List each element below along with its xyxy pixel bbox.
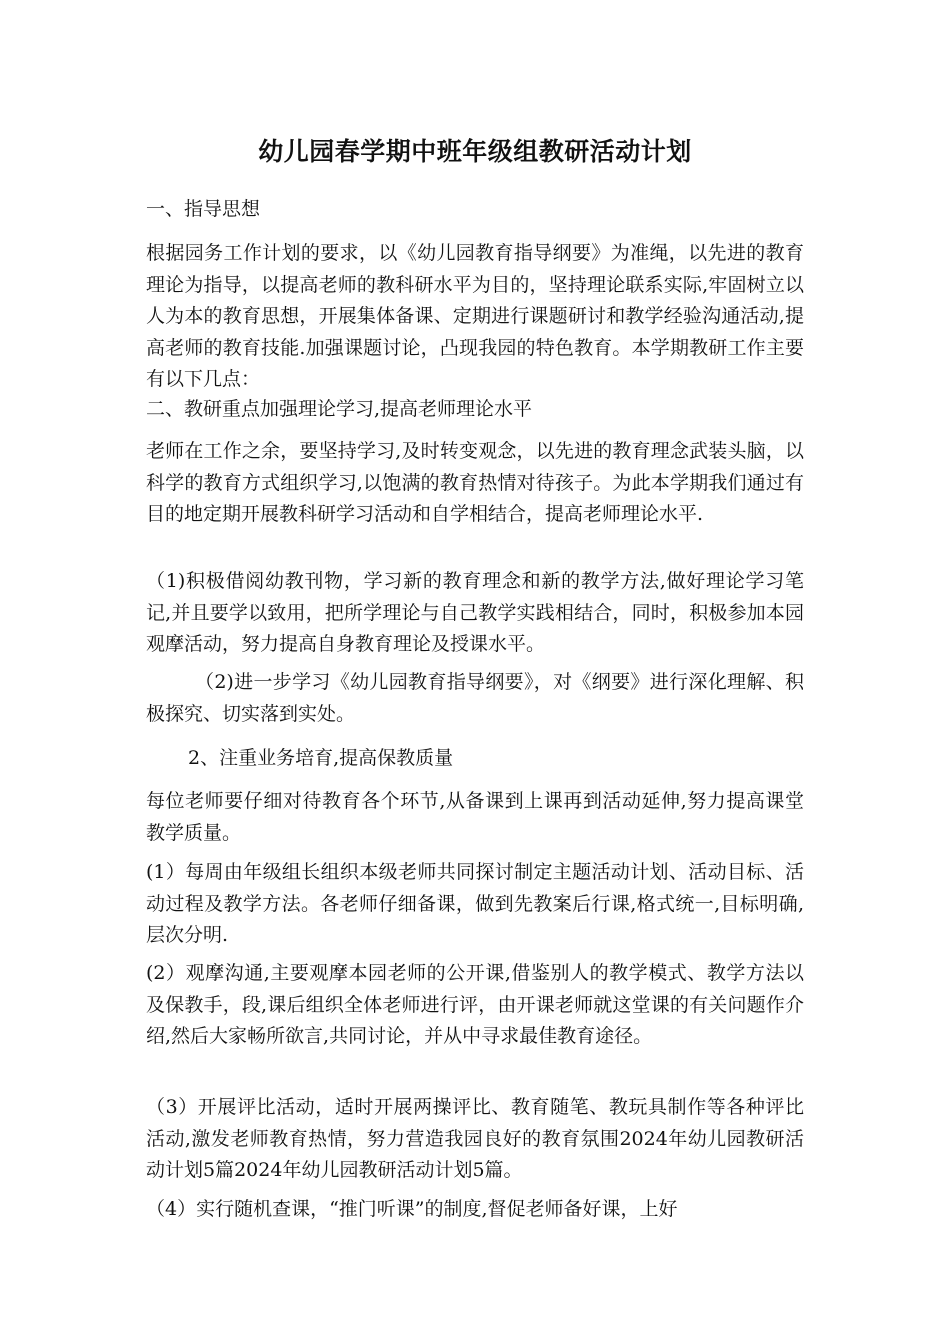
paragraph-guiding-ideology: 根据园务工作计划的要求，以《幼儿园教育指导纲要》为准绳，以先进的教育理论为指导，以提高老师的教科研水平为目的，坚持理论联系实际,牢固树立以人为本的教育思想，开展集体备课、定期进行课题研讨和教学经验沟通活动,提高老师的教育技能.加强课题讨论，凸现我园的特色教育。本学期教研工作主要有以下几点： — [146, 242, 804, 390]
paragraph-research-focus: 老师在工作之余，要坚持学习,及时转变观念，以先进的教育理念武装头脑，以科学的教育方式组织学习,以饱满的教育热情对待孩子。为此本学期我们通过有目的地定期开展教科研学习活动和自学相结合，提高老师理论水平. — [146, 440, 804, 525]
list-item-b2: (2）观摩沟通,主要观摩本园老师的公开课,借鉴别人的教学模式、教学方法以及保教手，段,课后组织全体老师进行评，由开课老师就这堂课的有关问题作介绍,然后大家畅所欲言,共同讨论，并从中寻求最佳教育途径。 — [146, 962, 804, 1047]
list-item-2: （2)进一步学习《幼儿园教育指导纲要》，对《纲要》进行深化理解、积极探究、切实落到实处。 — [146, 671, 804, 725]
subsection-heading-training: 2、注重业务培育,提高保教质量 — [188, 747, 454, 769]
document-title: 幼儿园春学期中班年级组教研活动计划 — [258, 137, 692, 166]
list-item-1: （1)积极借阅幼教刊物，学习新的教育理念和新的教学方法,做好理论学习笔记,并且要学以致用，把所学理论与自己教学实践相结合，同时，积极参加本园观摩活动，努力提高自身教育理论及授课水平。 — [146, 570, 804, 655]
paragraph-training: 每位老师要仔细对待教育各个环节,从备课到上课再到活动延伸,努力提高课堂教学质量。 — [146, 790, 804, 844]
section-heading-research-focus: 二、教研重点加强理论学习,提高老师理论水平 — [146, 398, 533, 420]
section-heading-guiding-ideology: 一、指导思想 — [146, 198, 261, 220]
list-item-b3: （3）开展评比活动，适时开展两操评比、教育随笔、教玩具制作等各种评比活动,激发老师教育热情，努力营造我园良好的教育氛围2024年幼儿园教研活动计划5篇2024年幼儿园教研活动计划5篇。 — [146, 1096, 804, 1181]
list-item-b1: (1）每周由年级组长组织本级老师共同探讨制定主题活动计划、活动目标、活动过程及教学方法。各老师仔细备课，做到先教案后行课,格式统一,目标明确,层次分明. — [146, 861, 804, 946]
list-item-b4: （4）实行随机查课，“推门听课”的制度,督促老师备好课，上好 — [146, 1198, 678, 1220]
